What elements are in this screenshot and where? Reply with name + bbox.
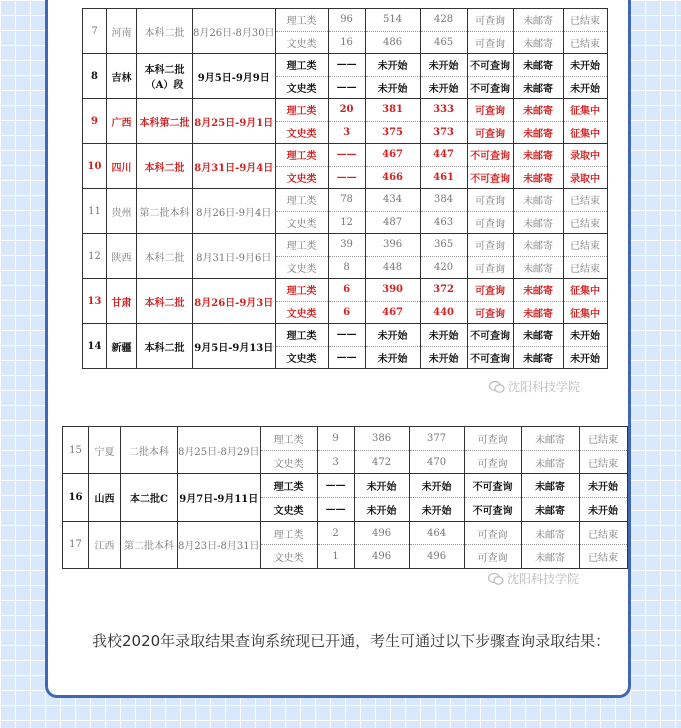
table-cell: 不可查询 (467, 54, 513, 77)
table-row (83, 54, 608, 77)
table-cell: 372 (420, 279, 467, 302)
table-cell: 文史类 (275, 211, 328, 234)
table-row (63, 427, 628, 451)
cell-batch: 本科二批 (137, 234, 193, 279)
table-cell: 不可查询 (467, 324, 513, 347)
table-cell: 467 (365, 144, 420, 167)
table-cell: 可查询 (464, 427, 521, 451)
table-cell: 未开始 (365, 54, 420, 77)
table-cell: 理工类 (275, 99, 328, 122)
watermark-logo-2 (488, 570, 579, 587)
cell-idx: 16 (63, 474, 89, 521)
table-cell: 可查询 (467, 189, 513, 212)
table-cell: 375 (365, 121, 420, 144)
table-cell: 未邮寄 (513, 121, 563, 144)
table-cell: 已结束 (563, 256, 607, 279)
table-cell: 可查询 (467, 234, 513, 257)
table-cell: 理工类 (275, 9, 328, 32)
table-cell: 377 (409, 427, 464, 451)
table-cell: 理工类 (275, 144, 328, 167)
table-cell: —— (317, 498, 354, 522)
table-cell: 486 (365, 31, 420, 54)
table-cell: 理工类 (275, 279, 328, 302)
table-row (83, 99, 608, 122)
cell-date: 8月26日-9月3日 (193, 279, 276, 324)
table-cell: 可查询 (467, 31, 513, 54)
table-cell: 3 (317, 450, 354, 474)
cell-date: 9月7日-9月11日 (178, 474, 261, 521)
table-cell: 文史类 (260, 498, 317, 522)
table-cell: 文史类 (275, 346, 328, 369)
cell-idx: 12 (83, 234, 107, 279)
table-cell: 理工类 (275, 234, 328, 257)
table-cell: 未邮寄 (513, 166, 563, 189)
table-cell: 未邮寄 (513, 301, 563, 324)
table-cell: 未邮寄 (513, 256, 563, 279)
table-row (83, 189, 608, 212)
table-cell: 理工类 (275, 54, 328, 77)
table-cell: 未邮寄 (513, 234, 563, 257)
table-cell: 396 (365, 234, 420, 257)
table-cell: 未邮寄 (513, 54, 563, 77)
table-cell: 未邮寄 (521, 545, 579, 569)
table-cell: 8 (328, 256, 365, 279)
cell-batch: 本科第二批 (137, 99, 193, 144)
table-cell: 不可查询 (464, 498, 521, 522)
table-cell: 可查询 (467, 301, 513, 324)
table-cell: 征集中 (563, 301, 607, 324)
table-cell: 381 (365, 99, 420, 122)
table-cell: 20 (328, 99, 365, 122)
table-cell: 465 (420, 31, 467, 54)
table-row (83, 234, 608, 257)
table-cell: 已结束 (563, 189, 607, 212)
cell-prov: 贵州 (107, 189, 137, 234)
table-cell: —— (328, 54, 365, 77)
table-cell: 未开始 (563, 324, 607, 347)
table-cell: 未开始 (420, 76, 467, 99)
wechat-icon (489, 380, 505, 394)
table-cell: 未开始 (420, 54, 467, 77)
cell-date: 8月31日-9月4日 (193, 144, 276, 189)
watermark-text: 沈阳科技学院 (508, 380, 581, 394)
table-cell: 文史类 (275, 166, 328, 189)
table-cell: 未邮寄 (513, 211, 563, 234)
cell-batch: 第二批本科 (121, 521, 178, 568)
table-cell: 未邮寄 (513, 279, 563, 302)
table-cell: 12 (328, 211, 365, 234)
table-cell: 理工类 (260, 474, 317, 498)
cell-idx: 14 (83, 324, 107, 369)
table-cell: 已结束 (579, 545, 627, 569)
table-cell: 未邮寄 (521, 450, 579, 474)
table-cell: 可查询 (464, 521, 521, 545)
table-cell: 不可查询 (467, 346, 513, 369)
table-row (63, 521, 628, 545)
cell-prov: 吉林 (107, 54, 137, 99)
table-cell: 未邮寄 (521, 521, 579, 545)
cell-idx: 8 (83, 54, 107, 99)
table-cell: 已结束 (563, 31, 607, 54)
cell-idx: 13 (83, 279, 107, 324)
table-cell: 未邮寄 (521, 474, 579, 498)
cell-batch: 本科二批 (137, 9, 193, 54)
table-cell: 未邮寄 (513, 76, 563, 99)
table-cell: 可查询 (464, 450, 521, 474)
table-cell: 录取中 (563, 144, 607, 167)
table-cell: 录取中 (563, 166, 607, 189)
cell-prov: 四川 (107, 144, 137, 189)
table-cell: 征集中 (563, 99, 607, 122)
table-cell: 461 (420, 166, 467, 189)
cell-idx: 17 (63, 521, 89, 568)
table-cell: 可查询 (467, 256, 513, 279)
cell-prov: 新疆 (107, 324, 137, 369)
table-cell: 未邮寄 (513, 324, 563, 347)
table-cell: 1 (317, 545, 354, 569)
cell-date: 8月25日-8月29日 (178, 427, 261, 474)
table-cell: 428 (420, 9, 467, 32)
cell-date: 8月26日-8月30日 (193, 9, 276, 54)
table-row (83, 324, 608, 347)
table-cell: 6 (328, 301, 365, 324)
table-cell: 可查询 (467, 99, 513, 122)
table-row (83, 144, 608, 167)
table-cell: 未邮寄 (521, 427, 579, 451)
table-cell: 390 (365, 279, 420, 302)
cell-prov: 山西 (89, 474, 121, 521)
table-cell: 未邮寄 (513, 189, 563, 212)
table-cell: —— (328, 144, 365, 167)
table-cell: 9 (317, 427, 354, 451)
table-cell: 文史类 (260, 545, 317, 569)
table-cell: 463 (420, 211, 467, 234)
cell-prov: 广西 (107, 99, 137, 144)
table-cell: 472 (354, 450, 409, 474)
table-cell: 未邮寄 (513, 144, 563, 167)
intro-paragraph: 我校2020年录取结果查询系统现已开通，考生可通过以下步骤查询录取结果： (92, 632, 611, 650)
table-row (63, 474, 628, 498)
cell-idx: 9 (83, 99, 107, 144)
table-cell: 理工类 (260, 427, 317, 451)
cell-date: 8月25日-9月1日 (193, 99, 276, 144)
table-cell: 已结束 (563, 211, 607, 234)
table-cell: 未开始 (365, 76, 420, 99)
watermark-logo-1 (489, 378, 580, 395)
table-cell: —— (328, 324, 365, 347)
table-cell: 文史类 (275, 256, 328, 279)
table-cell: 未开始 (563, 76, 607, 99)
table-cell: 373 (420, 121, 467, 144)
table-cell: 不可查询 (467, 144, 513, 167)
cell-prov: 河南 (107, 9, 137, 54)
wechat-icon (488, 572, 504, 586)
table-cell: 未开始 (563, 54, 607, 77)
table-cell: 未开始 (420, 324, 467, 347)
watermark-text: 沈阳科技学院 (507, 572, 580, 586)
table-cell: 16 (328, 31, 365, 54)
cell-prov: 甘肃 (107, 279, 137, 324)
table-cell: 已结束 (563, 9, 607, 32)
table-cell: 不可查询 (467, 76, 513, 99)
table-cell: 386 (354, 427, 409, 451)
cell-batch: 本科二批 (137, 324, 193, 369)
admission-table-2 (62, 426, 628, 569)
cell-date: 8月23日-8月31日 (178, 521, 261, 568)
cell-idx: 11 (83, 189, 107, 234)
table-cell: 可查询 (464, 545, 521, 569)
cell-prov: 陕西 (107, 234, 137, 279)
admission-table-1 (82, 8, 608, 369)
cell-idx: 15 (63, 427, 89, 474)
table-cell: 496 (409, 545, 464, 569)
table-cell: 440 (420, 301, 467, 324)
table-cell: 2 (317, 521, 354, 545)
cell-idx: 7 (83, 9, 107, 54)
table-cell: 文史类 (260, 450, 317, 474)
cell-batch: 二批本科 (121, 427, 178, 474)
table-cell: —— (328, 166, 365, 189)
table-cell: 96 (328, 9, 365, 32)
cell-prov: 宁夏 (89, 427, 121, 474)
table-cell: 理工类 (275, 324, 328, 347)
table-cell: 未开始 (579, 474, 627, 498)
cell-idx: 10 (83, 144, 107, 189)
table-cell: 434 (365, 189, 420, 212)
table-cell: 496 (354, 545, 409, 569)
cell-batch: 本科二批（A）段 (137, 54, 193, 99)
table-cell: 78 (328, 189, 365, 212)
table-cell: 未邮寄 (513, 99, 563, 122)
table-cell: 已结束 (579, 450, 627, 474)
table-cell: —— (317, 474, 354, 498)
table-cell: —— (328, 76, 365, 99)
table-cell: 466 (365, 166, 420, 189)
cell-batch: 第二批本科 (137, 189, 193, 234)
table-cell: 未邮寄 (521, 498, 579, 522)
table-cell: 已结束 (563, 234, 607, 257)
table-cell: 420 (420, 256, 467, 279)
table-cell: 文史类 (275, 301, 328, 324)
table-cell: 未开始 (563, 346, 607, 369)
table-cell: 487 (365, 211, 420, 234)
cell-date: 8月31日-9月6日 (193, 234, 276, 279)
table-cell: 未邮寄 (513, 346, 563, 369)
table-cell: 可查询 (467, 9, 513, 32)
table-cell: 征集中 (563, 121, 607, 144)
table-cell: 可查询 (467, 211, 513, 234)
table-cell: 3 (328, 121, 365, 144)
table-cell: 未开始 (409, 498, 464, 522)
cell-date: 8月26日-9月4日 (193, 189, 276, 234)
table-row (83, 9, 608, 32)
table-cell: 文史类 (275, 31, 328, 54)
table-cell: 447 (420, 144, 467, 167)
table-cell: 可查询 (467, 279, 513, 302)
cell-batch: 本科二批 (137, 279, 193, 324)
table-cell: 理工类 (260, 521, 317, 545)
cell-batch: 本科二批 (137, 144, 193, 189)
table-cell: 理工类 (275, 189, 328, 212)
cell-batch: 本二批C (121, 474, 178, 521)
cell-date: 9月5日-9月9日 (193, 54, 276, 99)
table-cell: 未开始 (579, 498, 627, 522)
table-cell: 文史类 (275, 76, 328, 99)
table-cell: 未邮寄 (513, 9, 563, 32)
table-cell: 未开始 (420, 346, 467, 369)
table-cell: 514 (365, 9, 420, 32)
table-cell: 未开始 (354, 474, 409, 498)
table-cell: 文史类 (275, 121, 328, 144)
table-cell: 365 (420, 234, 467, 257)
table-cell: 征集中 (563, 279, 607, 302)
table-cell: 未开始 (365, 346, 420, 369)
table-cell: 470 (409, 450, 464, 474)
table-cell: 464 (409, 521, 464, 545)
table-cell: 496 (354, 521, 409, 545)
table-cell: 39 (328, 234, 365, 257)
table-cell: 448 (365, 256, 420, 279)
table-cell: 不可查询 (464, 474, 521, 498)
table-cell: —— (328, 346, 365, 369)
cell-prov: 江西 (89, 521, 121, 568)
cell-date: 9月5日-9月13日 (193, 324, 276, 369)
table-row (83, 279, 608, 302)
table-cell: 可查询 (467, 121, 513, 144)
table-cell: 不可查询 (467, 166, 513, 189)
table-cell: 未开始 (354, 498, 409, 522)
table-cell: 384 (420, 189, 467, 212)
table-cell: 已结束 (579, 427, 627, 451)
table-cell: 未开始 (409, 474, 464, 498)
table-cell: 未开始 (365, 324, 420, 347)
table-cell: 未邮寄 (513, 31, 563, 54)
table-cell: 333 (420, 99, 467, 122)
table-cell: 6 (328, 279, 365, 302)
table-cell: 467 (365, 301, 420, 324)
table-cell: 已结束 (579, 521, 627, 545)
